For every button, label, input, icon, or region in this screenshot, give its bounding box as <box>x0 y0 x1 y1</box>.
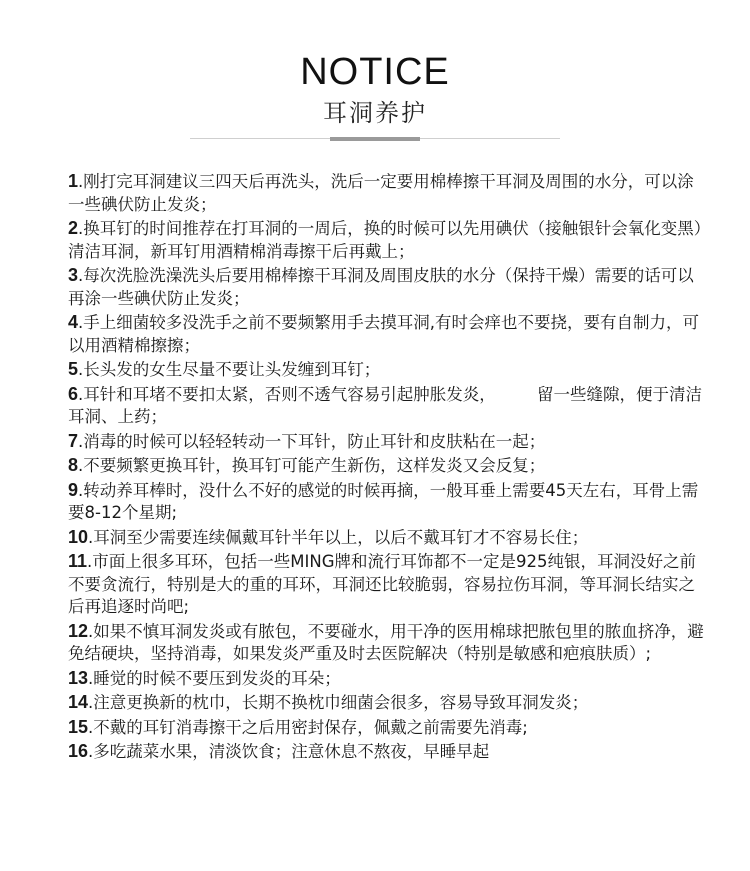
list-item <box>68 620 708 666</box>
item-number: 12 <box>68 620 89 641</box>
list-item <box>68 526 708 550</box>
item-number: 10 <box>68 526 89 547</box>
item-number: 13 <box>68 667 89 688</box>
item-number: 4 <box>68 312 79 332</box>
item-number: 8 <box>68 455 79 475</box>
page-title: NOTICE <box>300 51 450 93</box>
list-item <box>68 740 708 764</box>
item-number: 6 <box>68 383 79 404</box>
item-text: .每次洗脸洗澡洗头后要用棉棒擦干耳洞及周围皮肤的水分（保持干燥）需要的话可以再涂一些碘伏防止发炎； <box>68 266 694 308</box>
title-divider-accent <box>330 137 420 141</box>
item-text: .耳洞至少需要连续佩戴耳针半年以上，以后不戴耳钉才不容易长住； <box>88 527 589 547</box>
item-text: .市面上很多耳环，包括一些MING牌和流行耳饰都不一定是925纯银，耳洞没好之前 不要贪流行，特别是大的重的耳环，耳洞还比较脆弱，容易拉伤耳洞，等耳洞长结实之后再追逐时尚吧; <box>68 552 730 616</box>
item-text: .不要频繁更换耳针，换耳钉可能产生新伤，这样发炎又会反复； <box>78 456 546 475</box>
item-number: 1 <box>68 171 79 191</box>
list-item <box>68 550 730 619</box>
item-number: 7 <box>68 430 79 451</box>
item-text: .多吃蔬菜水果，清淡饮食；注意休息不熬夜，早睡早起 <box>88 742 490 761</box>
item-text: .长头发的女生尽量不要让头发缠到耳钉； <box>78 360 381 379</box>
list-item <box>68 479 708 525</box>
item-text: .换耳钉的时间推荐在打耳洞的一周后，换的时候可以先用碘伏（接触银针会氧化变黑）清洁耳洞，新耳钉用酒精棉消毒擦干后再戴上； <box>68 219 703 261</box>
list-item <box>68 454 708 478</box>
list-item <box>68 430 708 454</box>
list-item <box>68 217 708 263</box>
page-subtitle: 耳洞养护 <box>323 99 427 127</box>
item-number: 16 <box>68 741 89 761</box>
item-number: 2 <box>68 218 79 238</box>
item-text: .刚打完耳洞建议三四天后再洗头，洗后一定要用棉棒擦干耳洞及周围的水分，可以涂一些碘伏防止发炎； <box>68 172 694 214</box>
item-text: .如果不慎耳洞发炎或有脓包，不要碰水，用干净的医用棉球把脓包里的脓血挤净，避免结硬块，坚持消毒，如果发炎严重及时去医院解决（特别是敏感和疤痕肤质）; <box>68 621 704 663</box>
item-text: .耳针和耳堵不要扣太紧，否则不透气容易引起肿胀发炎， 留一些缝隙，便于清洁耳洞、上药； <box>68 384 703 426</box>
item-number: 9 <box>68 479 79 500</box>
item-text: .消毒的时候可以轻轻转动一下耳针，防止耳针和皮肤粘在一起； <box>78 431 546 451</box>
item-number: 11 <box>68 551 88 571</box>
list-item <box>68 667 708 691</box>
list-item <box>68 264 708 310</box>
item-text: .睡觉的时候不要压到发炎的耳朵； <box>88 668 341 688</box>
item-number: 5 <box>68 359 79 379</box>
list-item <box>68 311 708 357</box>
care-instructions-list <box>68 170 730 765</box>
item-number: 15 <box>68 716 89 737</box>
item-text: .注意更换新的枕巾，长期不换枕巾细菌会很多，容易导致耳洞发炎； <box>88 693 589 712</box>
item-text: .不戴的耳钉消毒擦干之后用密封保存，佩戴之前需要先消毒; <box>88 717 528 737</box>
list-item <box>68 691 708 715</box>
list-item <box>68 383 708 429</box>
item-number: 14 <box>68 692 89 712</box>
item-text: .转动养耳棒时，没什么不好的感觉的时候再摘，一般耳垂上需要45天左右，耳骨上需要8-12个星期; <box>68 480 699 522</box>
item-text: .手上细菌较多没洗手之前不要频繁用手去摸耳洞,有时会痒也不要挠，要有自制力，可以用酒精棉擦擦； <box>68 313 700 355</box>
item-number: 3 <box>68 265 79 285</box>
list-item <box>68 170 708 216</box>
list-item <box>68 716 708 740</box>
list-item <box>68 358 708 382</box>
